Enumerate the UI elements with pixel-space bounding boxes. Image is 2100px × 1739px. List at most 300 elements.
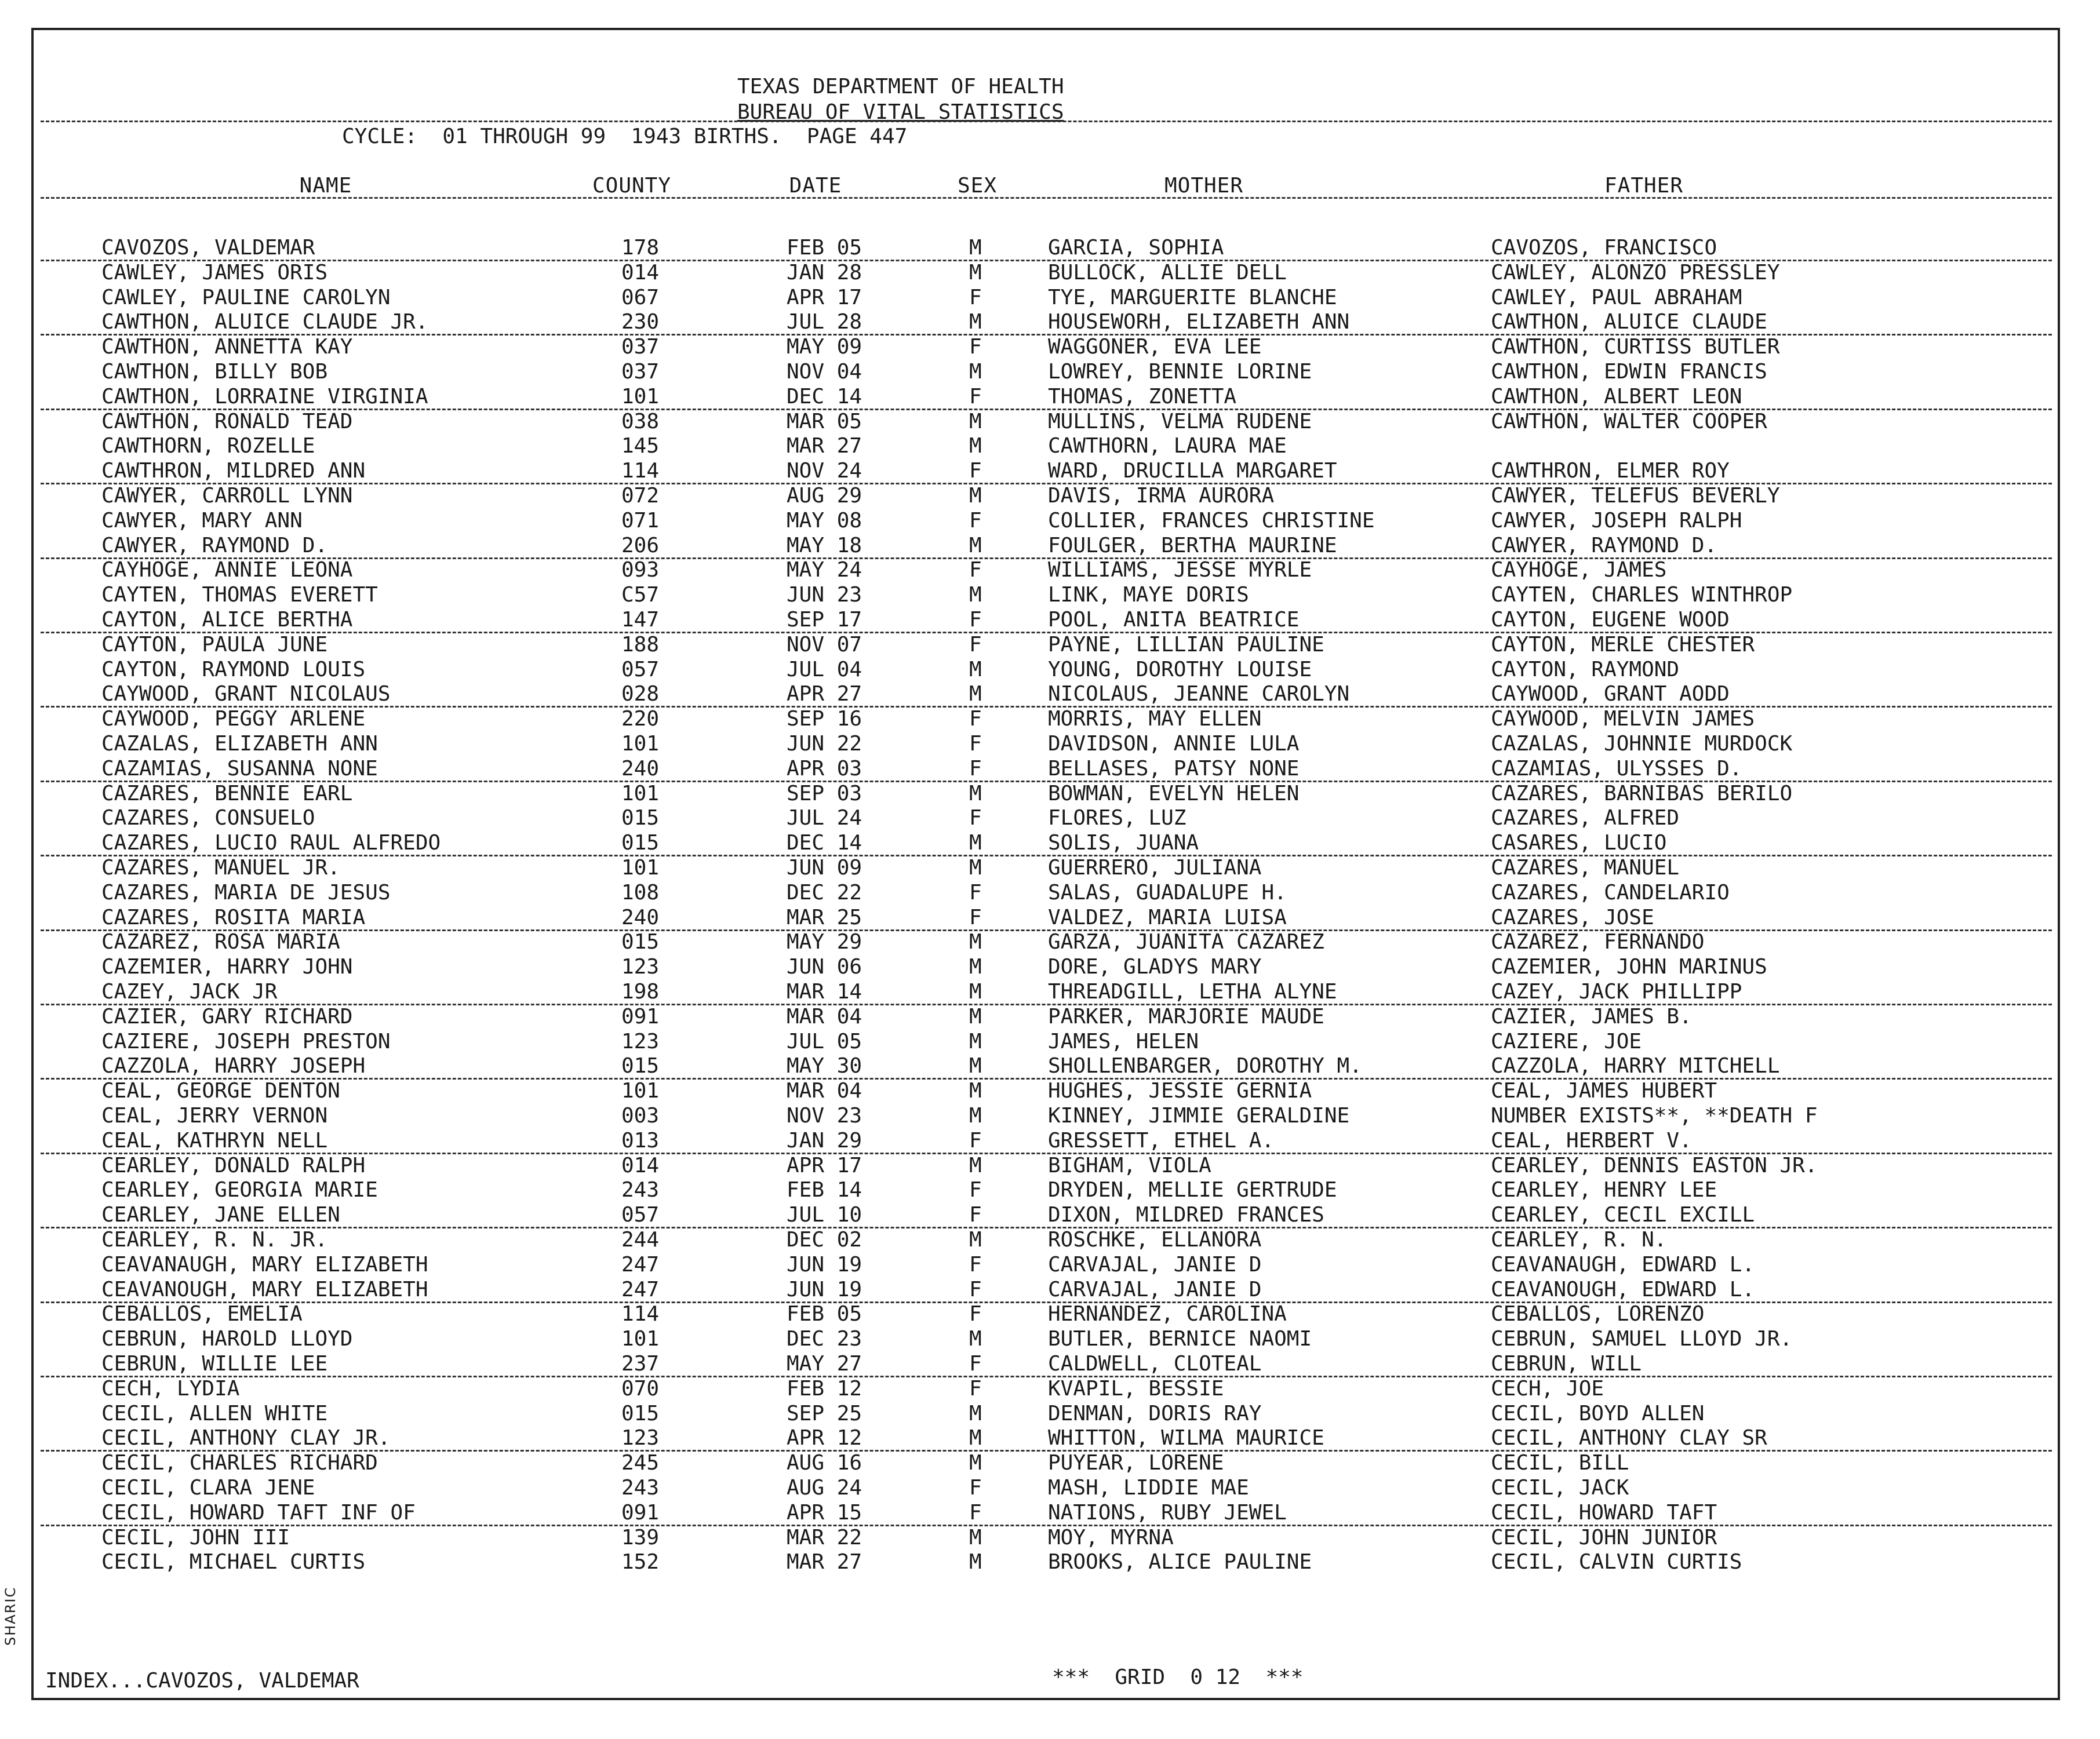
record-mother: PUYEAR, LORENE — [1048, 1451, 1224, 1475]
record-county: 057 — [621, 658, 660, 681]
record-date: JUL 24 — [787, 806, 862, 830]
record-mother: CAWTHORN, LAURA MAE — [1048, 434, 1287, 458]
record-date: MAY 27 — [787, 1352, 862, 1376]
record-date: MAY 30 — [787, 1054, 862, 1078]
record-name: CEBALLOS, EMELIA — [101, 1302, 303, 1326]
record-county: 152 — [621, 1550, 660, 1574]
record-name: CAZARES, BENNIE EARL — [101, 782, 353, 805]
record-county: 072 — [621, 484, 660, 508]
record-sex: M — [969, 1426, 982, 1450]
record-county: 114 — [621, 459, 660, 483]
record-county: 015 — [621, 831, 660, 855]
record-row — [0, 1030, 2100, 1054]
record-county: 220 — [621, 707, 660, 731]
record-name: CAZALAS, ELIZABETH ANN — [101, 732, 378, 756]
record-row — [0, 930, 2100, 954]
record-date: SEP 17 — [787, 608, 862, 632]
record-row — [0, 459, 2100, 483]
record-date: FEB 12 — [787, 1377, 862, 1401]
record-county: 178 — [621, 236, 660, 260]
record-mother: WILLIAMS, JESSE MYRLE — [1048, 558, 1312, 582]
record-sex: M — [969, 1228, 982, 1252]
record-sex: F — [969, 558, 982, 582]
record-sex: F — [969, 732, 982, 756]
record-mother: NICOLAUS, JEANNE CAROLYN — [1048, 682, 1350, 706]
record-row — [0, 1451, 2100, 1475]
record-father: CEBRUN, SAMUEL LLOYD JR. — [1491, 1327, 1793, 1351]
record-county: 093 — [621, 558, 660, 582]
record-date: JUL 28 — [787, 310, 862, 334]
record-row — [0, 261, 2100, 285]
record-sex: F — [969, 1352, 982, 1376]
record-mother: DAVIDSON, ANNIE LULA — [1048, 732, 1300, 756]
record-mother: DORE, GLADYS MARY — [1048, 955, 1262, 979]
record-date: APR 03 — [787, 757, 862, 781]
record-county: 123 — [621, 955, 660, 979]
record-name: CECIL, HOWARD TAFT INF OF — [101, 1501, 416, 1525]
record-county: 015 — [621, 806, 660, 830]
column-header-name: NAME — [299, 174, 352, 198]
record-county: 013 — [621, 1129, 660, 1153]
record-mother: VALDEZ, MARIA LUISA — [1048, 906, 1287, 929]
record-name: CECIL, MICHAEL CURTIS — [101, 1550, 366, 1574]
record-father: CAZARES, JOSE — [1491, 906, 1654, 929]
record-county: 145 — [621, 434, 660, 458]
record-county: 028 — [621, 682, 660, 706]
record-mother: POOL, ANITA BEATRICE — [1048, 608, 1300, 632]
record-name: CAZAMIAS, SUSANNA NONE — [101, 757, 378, 781]
grid-footer: *** GRID 0 12 *** — [1052, 1665, 1304, 1689]
bureau-title: BUREAU OF VITAL STATISTICS — [737, 100, 1064, 124]
record-row — [0, 534, 2100, 558]
record-father: CAZEY, JACK PHILLIPP — [1491, 980, 1742, 1004]
record-sex: F — [969, 1501, 982, 1525]
record-father: CASARES, LUCIO — [1491, 831, 1667, 855]
record-mother: DIXON, MILDRED FRANCES — [1048, 1203, 1324, 1227]
record-row — [0, 236, 2100, 260]
record-county: 123 — [621, 1030, 660, 1053]
record-sex: F — [969, 806, 982, 830]
record-father: CAZIER, JAMES B. — [1491, 1005, 1692, 1029]
record-mother: JAMES, HELEN — [1048, 1030, 1199, 1053]
record-county: 101 — [621, 856, 660, 880]
record-date: APR 17 — [787, 286, 862, 309]
record-mother: NATIONS, RUBY JEWEL — [1048, 1501, 1287, 1525]
record-name: CAWYER, CARROLL LYNN — [101, 484, 353, 508]
record-mother: FLORES, LUZ — [1048, 806, 1187, 830]
record-sex: M — [969, 930, 982, 954]
record-row — [0, 558, 2100, 582]
record-county: 101 — [621, 732, 660, 756]
record-father: CAZAREZ, FERNANDO — [1491, 930, 1705, 954]
record-county: 108 — [621, 881, 660, 905]
record-date: DEC 02 — [787, 1228, 862, 1252]
record-county: 114 — [621, 1302, 660, 1326]
record-row — [0, 757, 2100, 781]
record-father: CEAL, JAMES HUBERT — [1491, 1079, 1717, 1103]
record-father: CAYTON, RAYMOND — [1491, 658, 1680, 681]
record-county: 247 — [621, 1278, 660, 1301]
record-date: APR 12 — [787, 1426, 862, 1450]
record-county: 071 — [621, 509, 660, 533]
record-father: CAWTHRON, ELMER ROY — [1491, 459, 1730, 483]
record-name: CAZARES, MANUEL JR. — [101, 856, 340, 880]
record-name: CAYHOGE, ANNIE LEONA — [101, 558, 353, 582]
record-name: CECIL, ALLEN WHITE — [101, 1402, 328, 1426]
record-sex: M — [969, 360, 982, 384]
record-date: JAN 28 — [787, 261, 862, 285]
record-name: CEBRUN, WILLIE LEE — [101, 1352, 328, 1376]
record-sex: M — [969, 583, 982, 607]
record-date: DEC 23 — [787, 1327, 862, 1351]
record-father: CEBRUN, WILL — [1491, 1352, 1642, 1376]
record-date: DEC 14 — [787, 831, 862, 855]
record-row — [0, 1178, 2100, 1202]
record-sex: F — [969, 459, 982, 483]
record-row — [0, 1550, 2100, 1574]
record-date: MAR 04 — [787, 1005, 862, 1029]
record-name: CEAL, GEORGE DENTON — [101, 1079, 340, 1103]
record-sex: F — [969, 1278, 982, 1301]
record-name: CAYWOOD, PEGGY ARLENE — [101, 707, 366, 731]
record-name: CEARLEY, JANE ELLEN — [101, 1203, 340, 1227]
record-name: CAYTON, PAULA JUNE — [101, 633, 328, 657]
record-sex: M — [969, 682, 982, 706]
record-name: CAYTEN, THOMAS EVERETT — [101, 583, 378, 607]
record-father: CAVOZOS, FRANCISCO — [1491, 236, 1717, 260]
record-father: CAZALAS, JOHNNIE MURDOCK — [1491, 732, 1793, 756]
record-row — [0, 286, 2100, 310]
record-date: JUN 19 — [787, 1253, 862, 1277]
record-row — [0, 881, 2100, 905]
record-father: CAYWOOD, GRANT AODD — [1491, 682, 1730, 706]
record-date: NOV 24 — [787, 459, 862, 483]
record-county: 015 — [621, 1402, 660, 1426]
record-sex: F — [969, 757, 982, 781]
record-name: CAWLEY, PAULINE CAROLYN — [101, 286, 391, 309]
record-name: CAWTHON, ANNETTA KAY — [101, 335, 353, 359]
record-county: 244 — [621, 1228, 660, 1252]
record-name: CAZARES, LUCIO RAUL ALFREDO — [101, 831, 441, 855]
record-sex: M — [969, 1550, 982, 1574]
record-father: CEAVANOUGH, EDWARD L. — [1491, 1278, 1755, 1301]
record-name: CAYWOOD, GRANT NICOLAUS — [101, 682, 391, 706]
record-sex: M — [969, 534, 982, 557]
record-date: FEB 05 — [787, 236, 862, 260]
record-father: CEARLEY, DENNIS EASTON JR. — [1491, 1154, 1818, 1177]
record-mother: COLLIER, FRANCES CHRISTINE — [1048, 509, 1375, 533]
record-sex: M — [969, 1030, 982, 1053]
record-date: JAN 29 — [787, 1129, 862, 1153]
record-mother: YOUNG, DOROTHY LOUISE — [1048, 658, 1312, 681]
record-name: CEAVANAUGH, MARY ELIZABETH — [101, 1253, 428, 1277]
record-father: CEARLEY, CECIL EXCILL — [1491, 1203, 1755, 1227]
record-row — [0, 1352, 2100, 1376]
record-mother: LINK, MAYE DORIS — [1048, 583, 1249, 607]
record-date: MAY 24 — [787, 558, 862, 582]
record-row — [0, 1203, 2100, 1227]
record-date: JUN 09 — [787, 856, 862, 880]
record-mother: THREADGILL, LETHA ALYNE — [1048, 980, 1337, 1004]
record-sex: F — [969, 1476, 982, 1500]
record-mother: CALDWELL, CLOTEAL — [1048, 1352, 1262, 1376]
record-mother: FOULGER, BERTHA MAURINE — [1048, 534, 1337, 557]
record-sex: M — [969, 484, 982, 508]
record-sex: M — [969, 310, 982, 334]
record-name: CEARLEY, GEORGIA MARIE — [101, 1178, 378, 1202]
record-row — [0, 583, 2100, 607]
record-sex: F — [969, 1253, 982, 1277]
record-mother: GUERRERO, JULIANA — [1048, 856, 1262, 880]
record-name: CAZARES, ROSITA MARIA — [101, 906, 366, 929]
record-name: CAWTHRON, MILDRED ANN — [101, 459, 366, 483]
record-mother: BROOKS, ALICE PAULINE — [1048, 1550, 1312, 1574]
record-county: 067 — [621, 286, 660, 309]
record-sex: F — [969, 1129, 982, 1153]
record-name: CEARLEY, R. N. JR. — [101, 1228, 328, 1252]
record-father: CAWTHON, CURTISS BUTLER — [1491, 335, 1780, 359]
record-county: 091 — [621, 1501, 660, 1525]
record-date: MAY 08 — [787, 509, 862, 533]
record-name: CAWYER, MARY ANN — [101, 509, 303, 533]
record-county: 101 — [621, 782, 660, 805]
record-county: 003 — [621, 1104, 660, 1128]
record-sex: M — [969, 831, 982, 855]
record-row — [0, 1377, 2100, 1401]
record-name: CECIL, JOHN III — [101, 1526, 290, 1550]
record-date: AUG 29 — [787, 484, 862, 508]
record-row — [0, 410, 2100, 434]
record-sex: M — [969, 236, 982, 260]
record-father: CAZARES, CANDELARIO — [1491, 881, 1730, 905]
record-father: CAWLEY, PAUL ABRAHAM — [1491, 286, 1742, 309]
record-date: MAR 27 — [787, 434, 862, 458]
record-county: 037 — [621, 335, 660, 359]
record-county: 015 — [621, 1054, 660, 1078]
record-name: CAWYER, RAYMOND D. — [101, 534, 328, 557]
record-date: JUN 22 — [787, 732, 862, 756]
record-date: JUN 06 — [787, 955, 862, 979]
record-mother: CARVAJAL, JANIE D — [1048, 1253, 1262, 1277]
record-date: APR 15 — [787, 1501, 862, 1525]
record-name: CAWTHON, BILLY BOB — [101, 360, 328, 384]
record-mother: BOWMAN, EVELYN HELEN — [1048, 782, 1300, 805]
record-name: CAZEY, JACK JR — [101, 980, 278, 1004]
record-mother: TYE, MARGUERITE BLANCHE — [1048, 286, 1337, 309]
record-date: JUL 05 — [787, 1030, 862, 1053]
record-sex: M — [969, 1451, 982, 1475]
record-sex: M — [969, 1402, 982, 1426]
record-date: FEB 05 — [787, 1302, 862, 1326]
record-row — [0, 1476, 2100, 1500]
record-father: CAYTON, MERLE CHESTER — [1491, 633, 1755, 657]
record-sex: F — [969, 286, 982, 309]
record-sex: F — [969, 608, 982, 632]
side-watermark: SHARIC — [2, 1586, 19, 1646]
record-name: CAWTHORN, ROZELLE — [101, 434, 315, 458]
record-row — [0, 658, 2100, 682]
record-county: 247 — [621, 1253, 660, 1277]
record-name: CAWTHON, LORRAINE VIRGINIA — [101, 385, 428, 409]
record-date: JUN 23 — [787, 583, 862, 607]
record-father: CAWTHON, EDWIN FRANCIS — [1491, 360, 1767, 384]
record-county: 014 — [621, 261, 660, 285]
record-father: CAYWOOD, MELVIN JAMES — [1491, 707, 1755, 731]
record-row — [0, 1327, 2100, 1351]
record-county: C57 — [621, 583, 660, 607]
record-sex: M — [969, 1104, 982, 1128]
record-mother: GRESSETT, ETHEL A. — [1048, 1129, 1275, 1153]
record-father: CAWYER, JOSEPH RALPH — [1491, 509, 1742, 533]
record-name: CAZIERE, JOSEPH PRESTON — [101, 1030, 391, 1053]
record-father: CAWYER, TELEFUS BEVERLY — [1491, 484, 1780, 508]
record-row — [0, 782, 2100, 806]
record-sex: F — [969, 881, 982, 905]
record-date: SEP 03 — [787, 782, 862, 805]
record-father: CECIL, JOHN JUNIOR — [1491, 1526, 1717, 1550]
record-row — [0, 385, 2100, 409]
record-row — [0, 806, 2100, 830]
record-mother: BUTLER, BERNICE NAOMI — [1048, 1327, 1312, 1351]
record-sex: M — [969, 261, 982, 285]
record-row — [0, 1426, 2100, 1450]
record-father: CAYTON, EUGENE WOOD — [1491, 608, 1730, 632]
record-sex: M — [969, 1154, 982, 1177]
record-father: CAZZOLA, HARRY MITCHELL — [1491, 1054, 1780, 1078]
record-father: CECIL, CALVIN CURTIS — [1491, 1550, 1742, 1574]
record-mother: KVAPIL, BESSIE — [1048, 1377, 1224, 1401]
record-county: 240 — [621, 906, 660, 929]
record-name: CAWLEY, JAMES ORIS — [101, 261, 328, 285]
record-father: NUMBER EXISTS**, **DEATH F — [1491, 1104, 1818, 1128]
record-mother: PAYNE, LILLIAN PAULINE — [1048, 633, 1324, 657]
record-father: CECIL, BILL — [1491, 1451, 1629, 1475]
record-sex: F — [969, 335, 982, 359]
record-county: 015 — [621, 930, 660, 954]
record-county: 101 — [621, 1327, 660, 1351]
record-date: MAR 05 — [787, 410, 862, 433]
record-mother: MASH, LIDDIE MAE — [1048, 1476, 1249, 1500]
record-father: CECIL, BOYD ALLEN — [1491, 1402, 1705, 1426]
record-mother: GARCIA, SOPHIA — [1048, 236, 1224, 260]
record-county: 243 — [621, 1178, 660, 1202]
record-row — [0, 608, 2100, 632]
record-sex: F — [969, 1178, 982, 1202]
record-father: CAWYER, RAYMOND D. — [1491, 534, 1717, 557]
record-date: MAR 14 — [787, 980, 862, 1004]
record-county: 038 — [621, 410, 660, 433]
record-row — [0, 1526, 2100, 1550]
record-row — [0, 1054, 2100, 1078]
record-father: CEARLEY, R. N. — [1491, 1228, 1667, 1252]
record-name: CECIL, CHARLES RICHARD — [101, 1451, 378, 1475]
record-mother: HERNANDEZ, CAROLINA — [1048, 1302, 1287, 1326]
record-row — [0, 732, 2100, 756]
record-date: DEC 14 — [787, 385, 862, 409]
record-county: 057 — [621, 1203, 660, 1227]
record-date: MAY 09 — [787, 335, 862, 359]
column-header-sex: SEX — [957, 174, 998, 198]
record-mother: SOLIS, JUANA — [1048, 831, 1199, 855]
record-mother: MOY, MYRNA — [1048, 1526, 1174, 1550]
record-row — [0, 1129, 2100, 1153]
record-mother: PARKER, MARJORIE MAUDE — [1048, 1005, 1324, 1029]
record-father: CAZARES, ALFRED — [1491, 806, 1680, 830]
record-sex: F — [969, 385, 982, 409]
record-sex: M — [969, 1526, 982, 1550]
record-name: CAZEMIER, HARRY JOHN — [101, 955, 353, 979]
record-date: APR 17 — [787, 1154, 862, 1177]
record-mother: BULLOCK, ALLIE DELL — [1048, 261, 1287, 285]
record-mother: GARZA, JUANITA CAZAREZ — [1048, 930, 1324, 954]
record-sex: F — [969, 1203, 982, 1227]
record-father: CEBALLOS, LORENZO — [1491, 1302, 1705, 1326]
record-father: CAZIERE, JOE — [1491, 1030, 1642, 1053]
record-row — [0, 1253, 2100, 1277]
record-name: CEAVANOUGH, MARY ELIZABETH — [101, 1278, 428, 1301]
record-date: AUG 16 — [787, 1451, 862, 1475]
record-county: 243 — [621, 1476, 660, 1500]
record-sex: M — [969, 980, 982, 1004]
record-name: CAZARES, MARIA DE JESUS — [101, 881, 391, 905]
record-row — [0, 434, 2100, 458]
record-sex: F — [969, 1377, 982, 1401]
record-row — [0, 1278, 2100, 1302]
record-date: NOV 04 — [787, 360, 862, 384]
record-county: 245 — [621, 1451, 660, 1475]
column-header-mother: MOTHER — [1164, 174, 1244, 198]
record-county: 147 — [621, 608, 660, 632]
record-mother: HOUSEWORH, ELIZABETH ANN — [1048, 310, 1350, 334]
record-county: 237 — [621, 1352, 660, 1376]
record-mother: BIGHAM, VIOLA — [1048, 1154, 1211, 1177]
record-county: 037 — [621, 360, 660, 384]
record-sex: F — [969, 633, 982, 657]
record-row — [0, 1079, 2100, 1103]
record-mother: CARVAJAL, JANIE D — [1048, 1278, 1262, 1301]
record-county: 188 — [621, 633, 660, 657]
record-name: CAWTHON, ALUICE CLAUDE JR. — [101, 310, 428, 334]
record-date: MAY 18 — [787, 534, 862, 557]
record-sex: M — [969, 1079, 982, 1103]
column-header-date: DATE — [789, 174, 842, 198]
index-footer: INDEX...CAVOZOS, VALDEMAR — [45, 1669, 359, 1693]
record-mother: ROSCHKE, ELLANORA — [1048, 1228, 1262, 1252]
record-name: CAZZOLA, HARRY JOSEPH — [101, 1054, 366, 1078]
record-date: SEP 25 — [787, 1402, 862, 1426]
record-sex: M — [969, 1005, 982, 1029]
record-sex: F — [969, 509, 982, 533]
record-name: CECIL, ANTHONY CLAY JR. — [101, 1426, 391, 1450]
record-name: CECIL, CLARA JENE — [101, 1476, 315, 1500]
record-date: JUN 19 — [787, 1278, 862, 1301]
record-name: CAWTHON, RONALD TEAD — [101, 410, 353, 433]
record-name: CEAL, JERRY VERNON — [101, 1104, 328, 1128]
record-mother: KINNEY, JIMMIE GERALDINE — [1048, 1104, 1350, 1128]
record-father: CEAVANAUGH, EDWARD L. — [1491, 1253, 1755, 1277]
record-county: 240 — [621, 757, 660, 781]
record-father: CAYTEN, CHARLES WINTHROP — [1491, 583, 1793, 607]
record-sex: F — [969, 707, 982, 731]
record-sex: M — [969, 782, 982, 805]
record-row — [0, 831, 2100, 855]
record-row — [0, 1402, 2100, 1426]
record-date: MAR 04 — [787, 1079, 862, 1103]
record-father: CAWTHON, ALUICE CLAUDE — [1491, 310, 1767, 334]
record-sex: M — [969, 410, 982, 433]
record-father: CEARLEY, HENRY LEE — [1491, 1178, 1717, 1202]
record-date: JUL 04 — [787, 658, 862, 681]
